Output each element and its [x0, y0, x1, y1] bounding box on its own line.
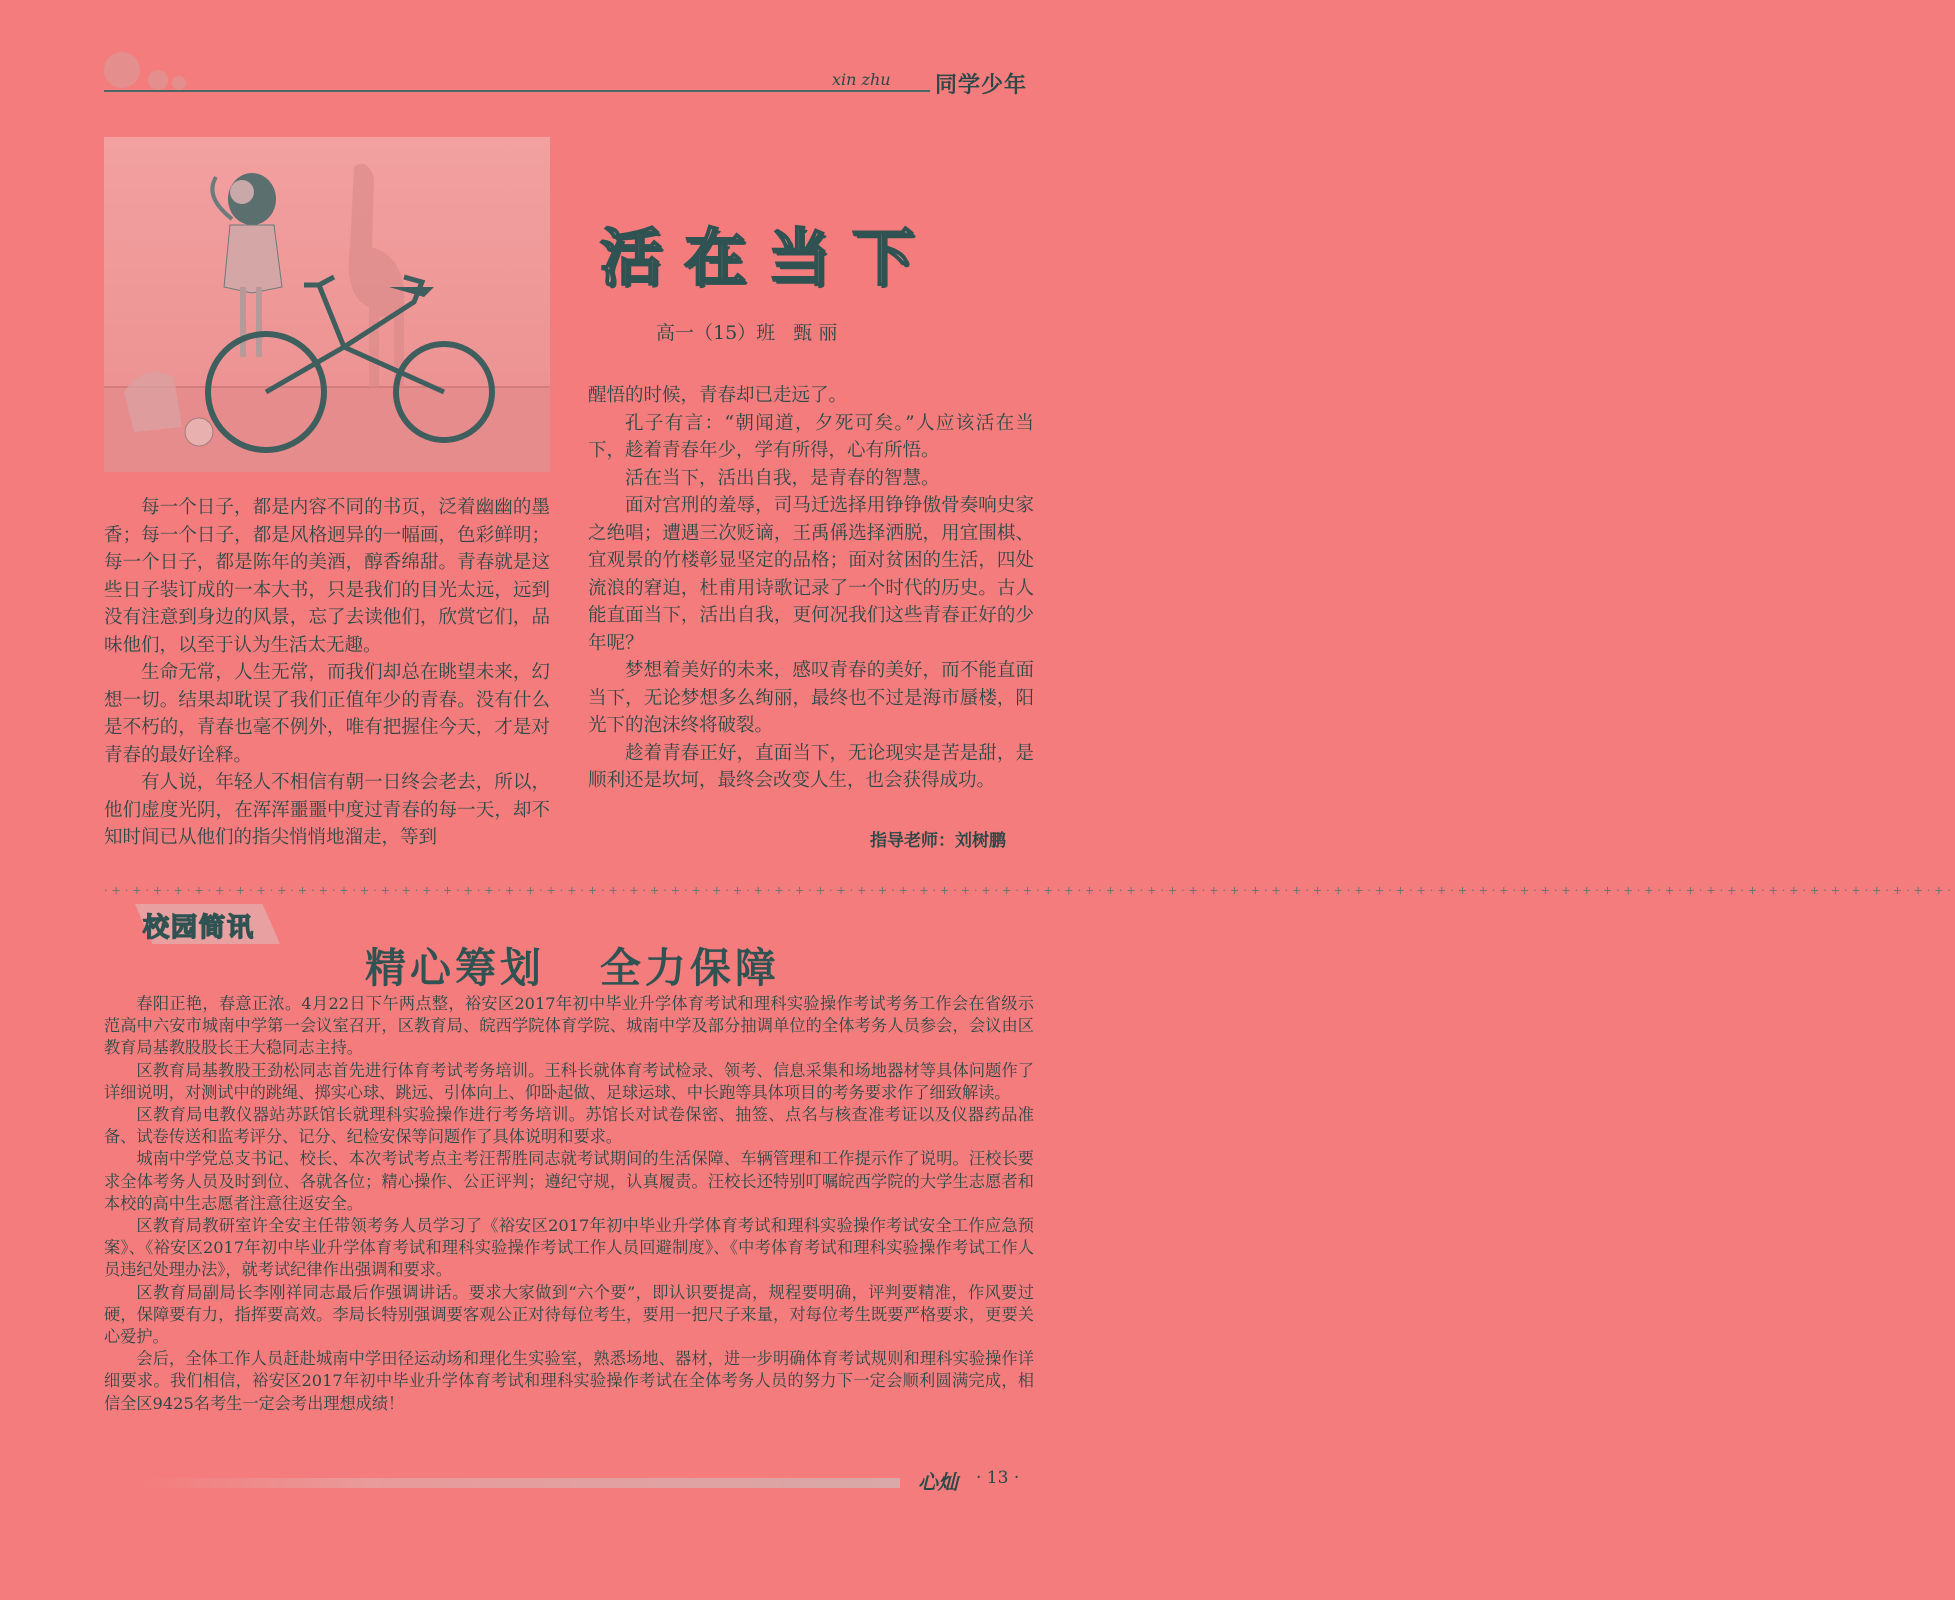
article-right-column	[588, 382, 1034, 795]
illustration-graphic	[104, 137, 550, 472]
footer-rule	[140, 1478, 900, 1488]
article-paragraph: 梦想着美好的未来，感叹青春的美好，而不能直面当下，无论梦想多么绚丽，最终也不过是海市蜃楼，阳光下的泡沫终将破裂。	[588, 660, 1034, 736]
article-paragraph: 生命无常，人生无常，而我们却总在眺望未来，幻想一切。结果却耽误了我们正值年少的青春。没有什么是不朽的，青春也毫不例外，唯有把握住今天，才是对青春的最好诠释。	[104, 662, 550, 766]
article-paragraph: 每一个日子，都是内容不同的书页，泛着幽幽的墨香；每一个日子，都是风格迥异的一幅画，色彩鲜明；每一个日子，都是陈年的美酒，醇香绵甜。青春就是这些日子装订成的一本大书，只是我们的目光太远，远到没有注意到身边的风景，忘了去读他们，欣赏它们，品味他们，以至于认为生活太无趣。	[104, 497, 550, 656]
header-dot-medium	[148, 70, 168, 90]
article-paragraph: 面对宫刑的羞辱，司马迁选择用铮铮傲骨奏响史家之绝唱；遭遇三次贬谪，王禹偁选择洒脱，用宜围棋、宜观景的竹楼彰显坚定的品格；面对贫困的生活，四处流浪的窘迫，杜甫用诗歌记录了一个时代的历史。古人能直面当下，活出自我，更何况我们这些青春正好的少年呢？	[588, 495, 1034, 654]
news-paragraph: 区教育局教研室许全安主任带领考务人员学习了《裕安区2017年初中毕业升学体育考试和理科实验操作考试安全工作应急预案》、《裕安区2017年初中毕业升学体育考试和理科实验操作考试工作人员回避制度》、《中考体育考试和理科实验操作考试工作人员违纪处理办法》，就考试纪律作出强调和要求。	[104, 1216, 1034, 1280]
article-left-column	[104, 494, 550, 852]
news-paragraph: 春阳正艳，春意正浓。4月22日下午两点整，裕安区2017年初中毕业升学体育考试和理科实验操作考试考务工作会在省级示范高中六安市城南中学第一会议室召开，区教育局、皖西学院体育学院、城南中学及部分抽调单位的全体考务人员参会，会议由区教育局基教股股长王大稳同志主持。	[104, 994, 1034, 1058]
news-paragraph: 区教育局电教仪器站苏跃馆长就理科实验操作进行考务培训。苏馆长对试卷保密、抽签、点名与核查准考证以及仪器药品准备、试卷传送和监考评分、记分、纪检安保等问题作了具体说明和要求。	[104, 1105, 1034, 1147]
header-latin-label: xin zhu	[832, 70, 891, 89]
news-paragraph: 会后，全体工作人员赶赴城南中学田径运动场和理化生实验室，熟悉场地、器材，进一步明确体育考试规则和理科实验操作详细要求。我们相信，裕安区2017年初中毕业升学体育考试和理科实验操作考试在全体考务人员的努力下一定会顺利圆满完成，相信全区9425名考生一定会考出理想成绩！	[104, 1349, 1034, 1413]
article-advisor: 指导老师：刘树鹏	[870, 831, 1006, 851]
article-paragraph: 醒悟的时候，青春却已走远了。	[588, 385, 848, 406]
article-paragraph: 活在当下，活出自我，是青春的智慧。	[625, 467, 940, 489]
header-dot-small	[172, 76, 186, 90]
header-section-title: 同学少年	[935, 73, 1028, 98]
header-rule	[104, 90, 930, 92]
section-divider: ·+·+·+·+·+·+·+·+·+·+·+·+·+·+·+·+·+·+·+·+·+·+·+·+·+·+·+·+·+·+·+·+·+·+·+·+·+·+·+·+·+·+·+·+·+·+·+·+·+·+·+·+·+·+·+·+·+·+·+·+·+·+·+·+·+·+·+·+·+·+·+·+·+·+·+·+·+·+·+·+·+·+·+·+·+·+·+·+·+·	[104, 884, 1955, 897]
illustration-girl-bicycle	[104, 137, 550, 472]
news-headline: 精心筹划 全力保障	[365, 944, 780, 992]
article-title: 活在当下	[600, 221, 937, 294]
news-paragraph: 城南中学党总支书记、校长、本次考试考点主考汪帮胜同志就考试期间的生活保障、车辆管理和工作提示作了说明。汪校长要求全体考务人员及时到位、各就各位；精心操作、公正评判；遵纪守规，认真履责。汪校长还特别叮嘱皖西学院的大学生志愿者和本校的高中生志愿者注意往返安全。	[104, 1149, 1034, 1213]
news-body	[104, 993, 1034, 1415]
news-section-tag: 校园简讯	[143, 913, 256, 943]
article-paragraph: 孔子有言：“朝闻道，夕死可矣。”人应该活在当下，趁着青春年少，学有所得，心有所悟。	[588, 412, 1034, 461]
article-paragraph: 有人说，年轻人不相信有朝一日终会老去，所以，他们虚度光阴，在浑浑噩噩中度过青春的每一天，却不知时间已从他们的指尖悄悄地溜走，等到	[104, 772, 550, 848]
news-paragraph: 区教育局基教股王劲松同志首先进行体育考试考务培训。王科长就体育考试检录、领考、信息采集和场地器材等具体问题作了详细说明，对测试中的跳绳、掷实心球、跳远、引体向上、仰卧起做、足球运球、中长跑等具体项目的考务要求作了细致解读。	[104, 1060, 1034, 1102]
article-paragraph: 趁着青春正好，直面当下，无论现实是苦是甜，是顺利还是坎坷，最终会改变人生，也会获得成功。	[588, 742, 1034, 791]
header-dot-large	[104, 52, 140, 88]
news-paragraph: 区教育局副局长李刚祥同志最后作强调讲话。要求大家做到“六个要”，即认识要提高，规程要明确，评判要精准，作风要过硬，保障要有力，指挥要高效。李局长特别强调要客观公正对待每位考生，要用一把尺子来量，对每位考生既要严格要求，更要关心爱护。	[104, 1282, 1034, 1347]
footer-magazine-name: 心灿	[918, 1470, 958, 1494]
footer-page-number: · 13 ·	[976, 1468, 1020, 1488]
article-byline: 高一（15）班 甄 丽	[656, 322, 838, 344]
